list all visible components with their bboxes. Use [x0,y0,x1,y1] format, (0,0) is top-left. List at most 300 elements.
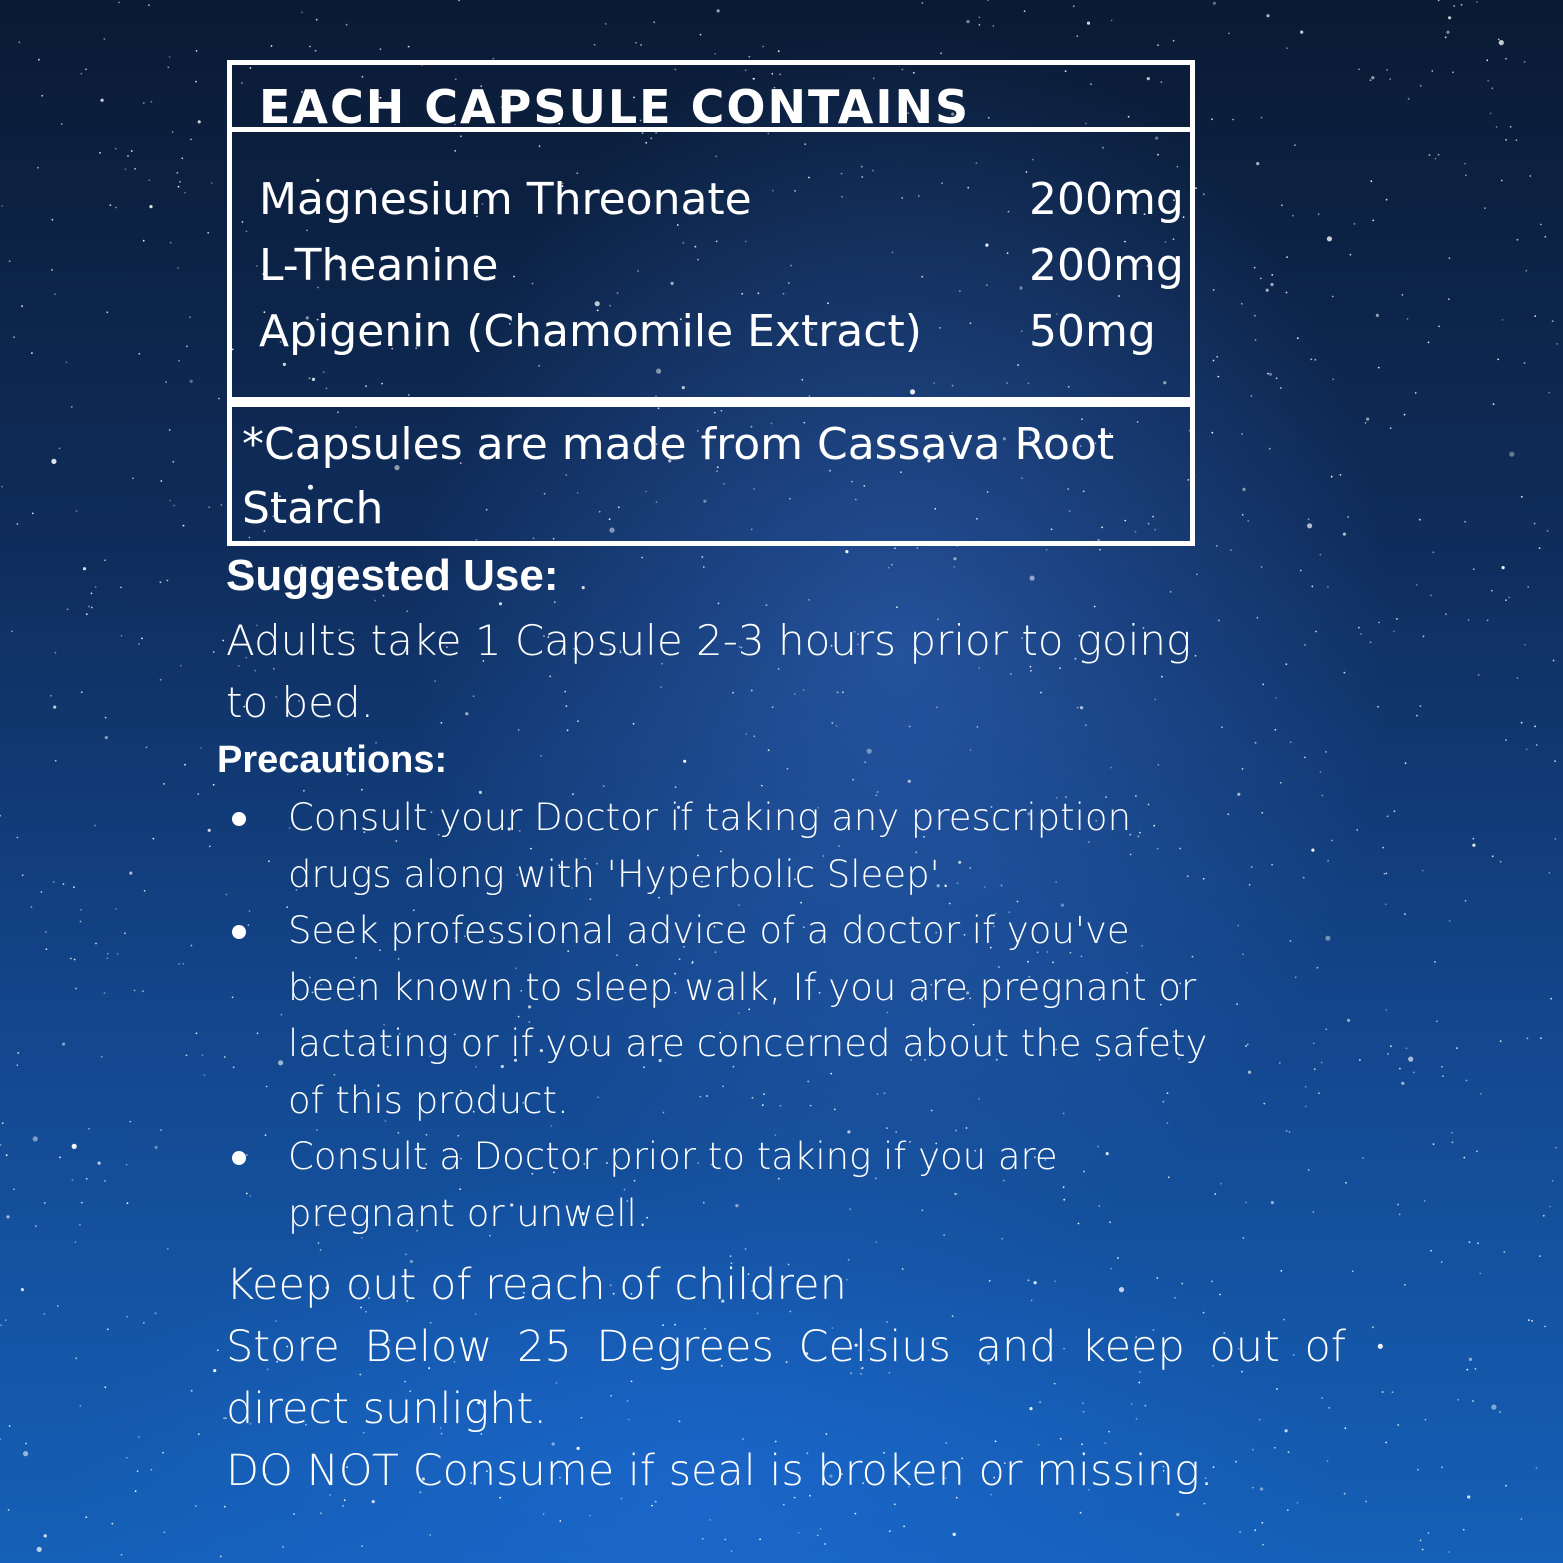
star [127,155,129,157]
star [143,1322,145,1324]
star [603,785,605,787]
star [1294,144,1296,146]
star [1554,760,1556,762]
star [1415,392,1417,394]
star [71,406,73,408]
star [891,564,893,566]
star [200,747,202,749]
star [1396,618,1398,620]
star [1408,1057,1413,1062]
star [111,1523,113,1525]
star [1340,474,1342,476]
star [1249,884,1251,886]
star [1354,223,1356,225]
star [80,921,82,923]
star [1423,636,1425,638]
star [1378,367,1380,369]
star [1352,1271,1354,1273]
star [1290,741,1292,743]
star [1076,35,1078,37]
star [1344,672,1346,674]
star [1073,5,1075,7]
star [126,1316,128,1318]
star [218,398,220,400]
suggested-use-heading: Suggested Use: [226,551,559,600]
star [1491,1405,1496,1410]
ingredient-row [259,236,1184,296]
star [1370,641,1372,643]
star [1461,4,1463,6]
star [1556,343,1558,345]
star [1254,267,1256,269]
star [1271,1201,1274,1204]
star [922,2,924,4]
star [1080,1512,1082,1514]
star [1475,1368,1477,1370]
star [1317,967,1319,969]
star [1204,1503,1206,1505]
ingredient-name: L-Theanine [259,240,499,291]
star [845,550,848,553]
star [318,1242,320,1244]
star [1464,521,1466,523]
star [21,305,23,307]
star [271,45,273,47]
star [46,948,48,950]
star [1286,47,1288,49]
star [18,41,20,43]
star [1548,392,1550,394]
star [163,1531,165,1533]
star [1516,139,1518,141]
star [724,1539,726,1541]
star [134,168,136,170]
star [1350,254,1352,256]
star [1477,1242,1479,1244]
star [16,1064,18,1066]
star [953,1533,956,1536]
star [1430,1250,1432,1252]
star [74,959,76,961]
star [191,1390,193,1392]
star [1399,1068,1401,1070]
star [1526,748,1528,750]
precautions-heading: Precautions: [217,739,448,781]
star [1527,586,1529,588]
star [675,786,677,788]
star [1371,76,1374,79]
star [1429,154,1431,156]
star [1502,567,1504,569]
star [301,12,303,14]
star [1170,591,1172,593]
star [1465,900,1467,902]
star [1217,376,1219,378]
star [1445,36,1447,38]
star [51,269,53,271]
star [1242,953,1244,955]
star [115,908,117,910]
star [55,652,57,654]
star [940,52,942,54]
star [1479,1273,1481,1275]
star [1496,126,1498,128]
star [148,179,150,181]
star [1230,549,1232,551]
star [1343,533,1346,536]
star [1453,5,1455,7]
star [1305,1106,1307,1108]
star [213,1369,216,1372]
star [1527,1038,1529,1040]
star [1420,705,1422,707]
star [987,0,989,1]
star [1428,1532,1430,1534]
star [75,1357,77,1359]
star [143,102,145,104]
star [1525,270,1527,272]
star [787,768,789,770]
star [1261,812,1263,814]
star [1378,1344,1383,1349]
star [346,24,348,26]
star [1275,729,1277,731]
star [1237,925,1239,927]
capsule-note-box [227,402,1195,546]
star [1456,1047,1458,1049]
star [17,1052,19,1054]
star [1311,849,1314,852]
ingredient-row [259,170,1184,230]
star [1377,706,1379,708]
star [309,46,311,48]
star [160,581,162,583]
star [1472,838,1474,840]
star [1325,936,1330,941]
star [1216,356,1218,358]
star [1111,20,1113,22]
star [1501,180,1503,182]
star [1517,677,1519,679]
star [79,1224,81,1226]
star [1,486,3,488]
star [197,793,199,795]
star [184,192,186,194]
star [559,1520,561,1522]
star [223,1417,225,1419]
star [196,1032,198,1034]
star [1416,584,1418,586]
star [1472,844,1475,847]
star [1232,119,1234,121]
star [1247,1044,1249,1046]
star [198,120,201,123]
star [172,461,174,463]
star [1552,1180,1554,1182]
ingredient-amount: 200mg [1029,240,1184,291]
star [1275,697,1277,699]
star [1430,595,1432,597]
star [700,34,702,36]
star [95,586,97,588]
star [75,1241,77,1243]
star [195,81,197,83]
star [160,679,162,681]
star [196,50,198,52]
star [1173,40,1175,42]
star [683,760,686,763]
star [142,990,144,992]
star [80,909,82,911]
star [165,381,167,383]
star [1261,117,1263,119]
star [979,24,981,26]
star [1320,554,1322,556]
star [150,1469,152,1471]
star [903,1526,905,1528]
star [1271,274,1273,276]
star [184,764,186,766]
star [1236,1003,1238,1005]
star [186,346,188,348]
star [1425,1419,1427,1421]
star [1327,236,1332,241]
star [640,44,642,46]
star [1420,85,1422,87]
star [6,1215,9,1218]
star [106,958,108,960]
star [1404,414,1406,416]
star [202,1054,204,1056]
precaution-text: Seek professional advice of a doctor if you've been known to sleep walk, If you are pregnant or lactating or if you are concerned about the safety of this product. [288,909,1208,1122]
ingredient-amount: 200mg [1029,174,1184,225]
ingredients-box [227,132,1195,402]
star [1433,1143,1435,1145]
star [195,1505,197,1507]
star [1385,1442,1387,1444]
star [1269,448,1271,450]
star [1211,118,1213,120]
star [138,353,140,355]
star [1378,622,1380,624]
star [1505,739,1507,741]
star [1327,586,1329,588]
star [0,1324,2,1326]
star [1228,33,1230,35]
star [783,1504,785,1506]
star [88,606,90,608]
star [1242,768,1244,770]
star [1397,1204,1399,1206]
star [1521,496,1523,498]
star [1,205,3,207]
bullet-icon [232,812,246,826]
star [1213,360,1215,362]
star [1237,793,1240,796]
star [1441,1066,1443,1068]
star [131,150,133,152]
star [1372,1326,1374,1328]
star [109,204,111,206]
star [653,21,655,23]
star [320,1512,322,1514]
star [1320,771,1322,773]
star [1435,158,1437,160]
star [1539,547,1541,549]
star [1365,422,1367,424]
star [1469,1241,1471,1243]
star [1499,1411,1501,1413]
star [1534,523,1536,525]
star [1331,476,1333,478]
star [63,883,65,885]
star [1158,764,1160,766]
star [125,168,127,170]
star [160,480,162,482]
star [1487,80,1489,82]
star [138,1436,140,1438]
star [1408,98,1410,100]
star [1487,620,1489,622]
star [916,547,918,549]
star [31,352,33,354]
star [293,1513,295,1515]
star [1555,1147,1557,1149]
star [1405,762,1407,764]
star [149,205,152,208]
star [1490,113,1492,115]
star [1484,207,1486,209]
star [540,755,542,757]
star [1520,1518,1522,1520]
star [1251,866,1253,868]
star [888,567,890,569]
star [101,99,104,102]
star [1552,320,1554,322]
suggested-use-text: Adults take 1 Capsule 2-3 hours prior to going to bed. [226,616,1192,727]
star [1524,61,1526,63]
star [17,523,19,525]
star [121,635,123,637]
star [978,17,980,19]
star [1094,606,1096,608]
star [1544,1326,1546,1328]
star [1476,1151,1478,1153]
star [1262,1544,1264,1546]
star [1359,1059,1361,1061]
star [748,56,750,58]
star [186,1055,188,1057]
precaution-text: Consult a Doctor prior to taking if you are pregnant or unwell. [288,1135,1058,1235]
star [1242,488,1245,491]
star [1269,373,1272,376]
star [1318,213,1320,215]
star [1438,326,1440,328]
star [1046,549,1048,551]
star [213,784,215,786]
star [132,477,134,479]
star [105,736,108,739]
star [1386,69,1388,71]
star [315,50,317,52]
star [651,1505,653,1507]
star [1314,1068,1316,1070]
star [1310,359,1312,361]
star [1387,815,1389,817]
star [167,1248,169,1250]
star [1451,1132,1453,1134]
star [41,891,43,893]
star [1466,1080,1468,1082]
star [81,691,83,693]
star [1251,395,1253,397]
star [1276,377,1278,379]
star [76,510,78,512]
star [85,69,87,71]
star [61,123,63,125]
star [83,567,86,570]
star [1445,613,1447,615]
star [13,1188,15,1190]
star [1417,1469,1419,1471]
star [163,783,165,785]
star [1321,1062,1323,1064]
star [181,157,183,159]
star [1318,1092,1320,1094]
star [1465,175,1467,177]
star [820,1528,822,1530]
star [52,219,54,221]
capsule-note: *Capsules are made from Cassava Root Starch [242,419,1115,534]
star [55,760,57,762]
star [1332,296,1334,298]
star [1539,1255,1541,1257]
star [94,825,96,827]
star [178,360,180,362]
star [316,19,318,21]
star [717,9,720,12]
star [1500,1040,1502,1042]
label-title: EACH CAPSULE CONTAINS [259,80,971,134]
star [808,599,810,601]
star [176,172,178,174]
star [1393,631,1395,633]
star [178,963,180,965]
star [1195,187,1197,189]
star [217,1349,219,1351]
star [1491,590,1493,592]
star [99,152,101,154]
seal-warning-text: DO NOT Consume if seal is broken or missing. [226,1446,1214,1496]
star [1110,767,1112,769]
star [146,747,148,749]
star [134,990,136,992]
star [86,1178,88,1180]
star [1311,586,1313,588]
star [143,240,145,242]
star [1547,530,1549,532]
star [1540,224,1542,226]
star [1424,1200,1426,1202]
precaution-item [226,790,1226,903]
star [204,1074,206,1076]
star [1467,1369,1469,1371]
star [162,1452,164,1454]
star [1553,660,1555,662]
star [1365,1501,1367,1503]
star [1486,59,1488,61]
star [1370,180,1372,182]
